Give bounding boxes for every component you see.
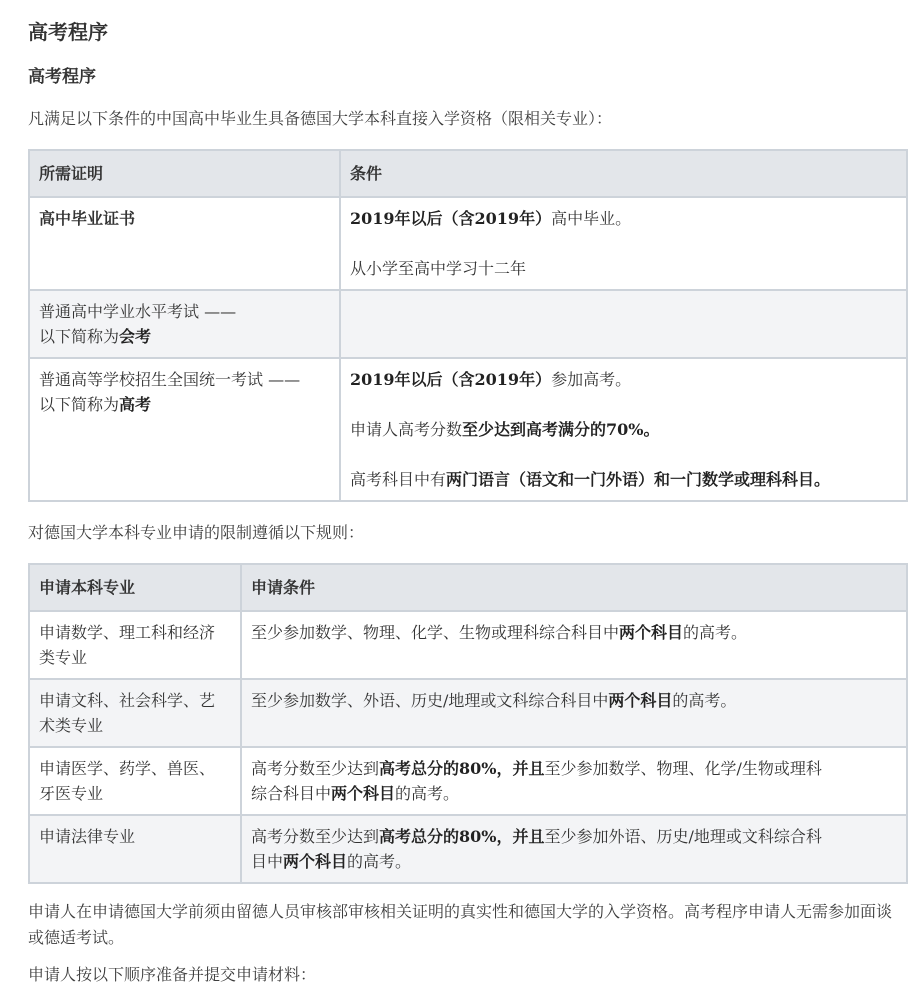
text: 高考分数至少达到	[251, 759, 380, 778]
text: 以下简称为	[39, 395, 120, 414]
text: 至少参加外语、历史/地理或文科综合科	[544, 827, 822, 846]
bold-text: 两个科目	[608, 691, 673, 710]
table-header-row	[29, 564, 907, 611]
text: 的高考。	[683, 623, 748, 642]
text: 参加高考。	[551, 370, 632, 389]
bold-text: 两门语言（语文和一门外语）和一门数学或理科科目。	[446, 470, 831, 489]
table-row	[29, 679, 907, 747]
header-major: 申请本科专业	[29, 564, 241, 611]
row-label	[29, 679, 241, 747]
label-diploma: 高中毕业证书	[39, 209, 136, 228]
row-label	[29, 611, 241, 679]
table-row	[29, 358, 907, 501]
row-condition	[241, 679, 907, 747]
text: 的高考。	[347, 852, 412, 871]
row-condition	[340, 358, 907, 501]
condition-line	[350, 467, 906, 492]
label-line: 申请法律专业	[39, 827, 136, 846]
bold-text: 至少达到高考满分的70%。	[462, 420, 660, 439]
section-title: 高考程序	[28, 67, 96, 87]
condition-line	[350, 206, 906, 231]
condition-line	[251, 620, 906, 645]
text: 的高考。	[672, 691, 737, 710]
condition-line	[350, 367, 906, 392]
label-line	[39, 392, 339, 417]
label-line	[39, 324, 339, 349]
condition-line	[251, 781, 906, 806]
text: 以下简称为	[39, 327, 120, 346]
bold-text: 两个科目	[619, 623, 684, 642]
header-condition: 条件	[340, 150, 907, 197]
intro-paragraph: 凡满足以下条件的中国高中毕业生具备德国大学本科直接入学资格（限相关专业）：	[28, 109, 613, 128]
condition-line: 从小学至高中学习十二年	[350, 259, 527, 278]
text: 目中	[251, 852, 284, 871]
header-proof: 所需证明	[29, 150, 340, 197]
row-label	[29, 747, 241, 815]
condition-line	[251, 688, 906, 713]
table-row	[29, 611, 907, 679]
row-condition	[340, 197, 907, 290]
row-condition	[241, 747, 907, 815]
bold-text: 高考总分的80%，并且	[379, 759, 545, 778]
row-label	[29, 358, 340, 501]
bold-text: 高考总分的80%，并且	[379, 827, 545, 846]
row-condition	[241, 815, 907, 883]
page-title: 高考程序	[28, 20, 108, 44]
text: 的高考。	[395, 784, 460, 803]
label-line: 牙医专业	[39, 784, 104, 803]
text: 高考科目中有	[350, 470, 447, 489]
bold-text: 会考	[119, 327, 152, 346]
row-condition-empty	[340, 290, 907, 358]
label-line: 类专业	[39, 648, 88, 667]
label-line: 申请医学、药学、兽医、	[39, 759, 216, 778]
text: 综合科目中	[251, 784, 332, 803]
condition-line	[251, 849, 906, 874]
requirements-table	[28, 149, 908, 502]
label-line: 普通高等学校招生全国统一考试 ——	[39, 370, 301, 389]
row-label	[29, 815, 241, 883]
header-requirement: 申请条件	[241, 564, 907, 611]
table-header-row	[29, 150, 907, 197]
text: 申请人高考分数	[350, 420, 463, 439]
bold-text: 两个科目	[283, 852, 348, 871]
footer-paragraph: 申请人在申请德国大学前须由留德人员审核部审核相关证明的真实性和德国大学的入学资格。高考程序申请人无需参加面谈或德适考试。	[28, 902, 893, 947]
bold-text: 两个科目	[331, 784, 396, 803]
major-rules-table	[28, 563, 908, 884]
text: 至少参加数学、外语、历史/地理或文科综合科目中	[251, 691, 609, 710]
text: 至少参加数学、物理、化学、生物或理科综合科目中	[251, 623, 620, 642]
label-line: 申请数学、理工科和经济	[39, 623, 216, 642]
bold-text: 2019年以后（含2019年）	[350, 209, 552, 228]
condition-line	[350, 417, 906, 442]
condition-line	[251, 756, 906, 781]
bold-text: 2019年以后（含2019年）	[350, 370, 552, 389]
text: 高考分数至少达到	[251, 827, 380, 846]
label-line: 普通高中学业水平考试 ——	[39, 302, 237, 321]
text: 至少参加数学、物理、化学/生物或理科	[544, 759, 822, 778]
label-line: 申请文科、社会科学、艺	[39, 691, 216, 710]
row-label	[29, 197, 340, 290]
table-row	[29, 815, 907, 883]
condition-line	[251, 824, 906, 849]
bold-text: 高考	[119, 395, 152, 414]
footer-paragraph-cut: 申请人按以下顺序准备并提交申请材料：	[28, 965, 317, 984]
table-row	[29, 290, 907, 358]
row-label	[29, 290, 340, 358]
rules-intro-paragraph: 对德国大学本科专业申请的限制遵循以下规则：	[28, 523, 365, 542]
text: 高中毕业。	[551, 209, 632, 228]
row-condition	[241, 611, 907, 679]
table-row	[29, 747, 907, 815]
table-row	[29, 197, 907, 290]
label-line: 术类专业	[39, 716, 104, 735]
